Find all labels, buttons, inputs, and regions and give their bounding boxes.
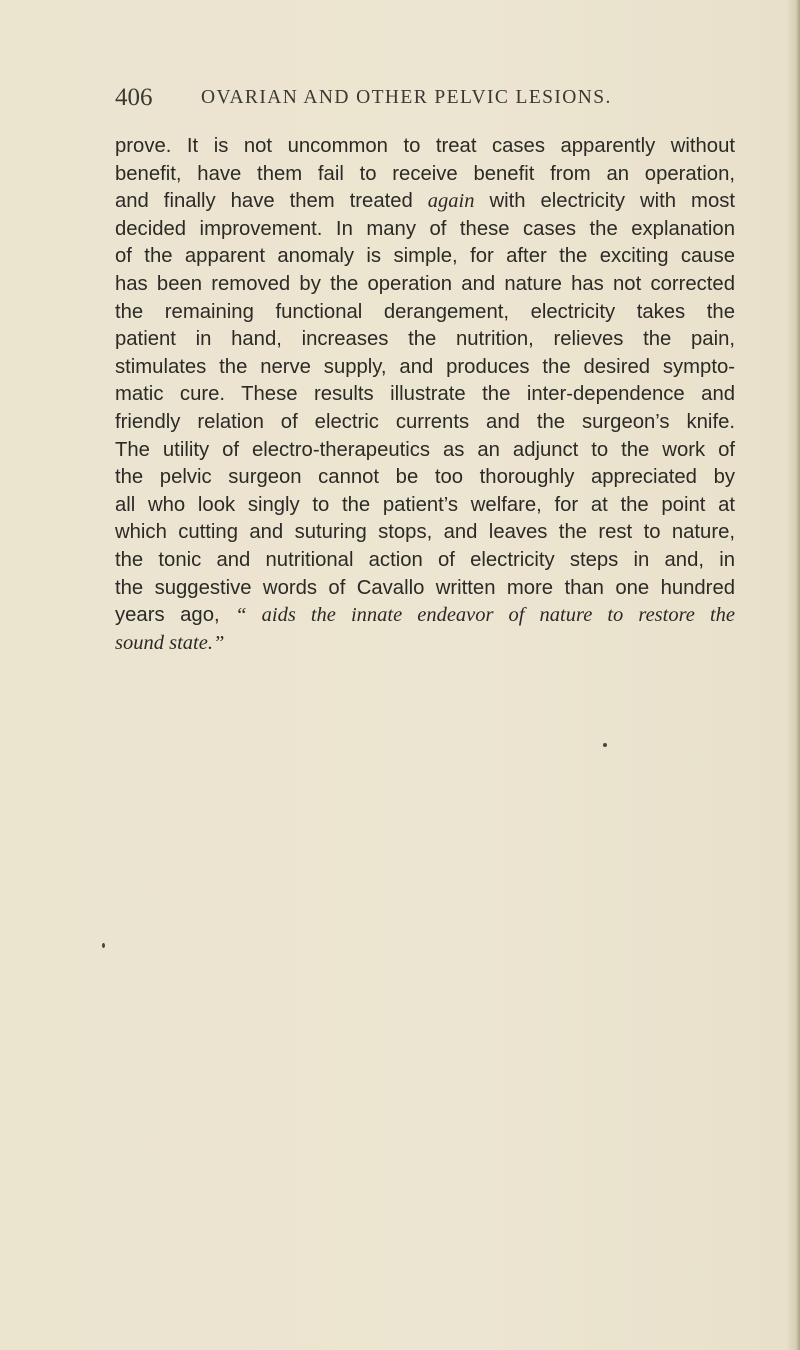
- text-line: of the apparent anomaly is simple, for after the exciting cause: [115, 245, 735, 268]
- text-line: The utility of electro-therapeutics as an adjunct to the work of: [115, 438, 735, 461]
- text-segment: and finally have them treated: [115, 190, 413, 213]
- text-line: the remaining functional derangement, electricity takes the: [115, 300, 735, 323]
- text-line: matic cure. These results illustrate the inter-dependence and: [115, 383, 735, 406]
- text-line: the tonic and nutritional action of electricity steps in and, in: [115, 548, 735, 571]
- text-segment: years ago,: [115, 604, 220, 627]
- paper-speck: [102, 943, 105, 948]
- text-line: decided improvement. In many of these cases the explanation: [115, 217, 735, 240]
- text-line: benefit, have them fail to receive benefit from an operation,: [115, 162, 735, 185]
- italic-quote: “ aids the innate endeavor of nature to restore the: [235, 604, 735, 627]
- page-edge-shadow: [786, 0, 800, 1350]
- italic-quote-end: sound state.”: [115, 631, 225, 654]
- text-line: patient in hand, increases the nutrition, relieves the pain,: [115, 328, 735, 351]
- body-paragraph: [115, 133, 735, 657]
- page-number: 406: [115, 84, 153, 111]
- text-line: prove. It is not uncommon to treat cases apparently without: [115, 135, 735, 157]
- text-line: which cutting and suturing stops, and leaves the rest to nature,: [115, 521, 735, 544]
- text-line: [115, 188, 735, 216]
- page-header: [115, 84, 730, 112]
- text-line: the pelvic surgeon cannot be too thoroughly appreciated by: [115, 466, 735, 489]
- running-head: OVARIAN AND OTHER PELVIC LESIONS.: [201, 87, 612, 108]
- text-line: [115, 602, 735, 630]
- italic-word: again: [427, 190, 475, 213]
- paper-speck: [603, 743, 607, 747]
- text-line: the suggestive words of Cavallo written more than one hundred: [115, 576, 735, 599]
- text-line: friendly relation of electric currents and the surgeon’s knife.: [115, 410, 735, 433]
- text-segment: with electricity with most: [489, 190, 735, 213]
- text-line: stimulates the nerve supply, and produces the desired sympto-: [115, 355, 735, 378]
- text-line: [115, 630, 735, 658]
- text-line: has been removed by the operation and nature has not corrected: [115, 272, 735, 295]
- text-line: all who look singly to the patient’s welfare, for at the point at: [115, 493, 735, 516]
